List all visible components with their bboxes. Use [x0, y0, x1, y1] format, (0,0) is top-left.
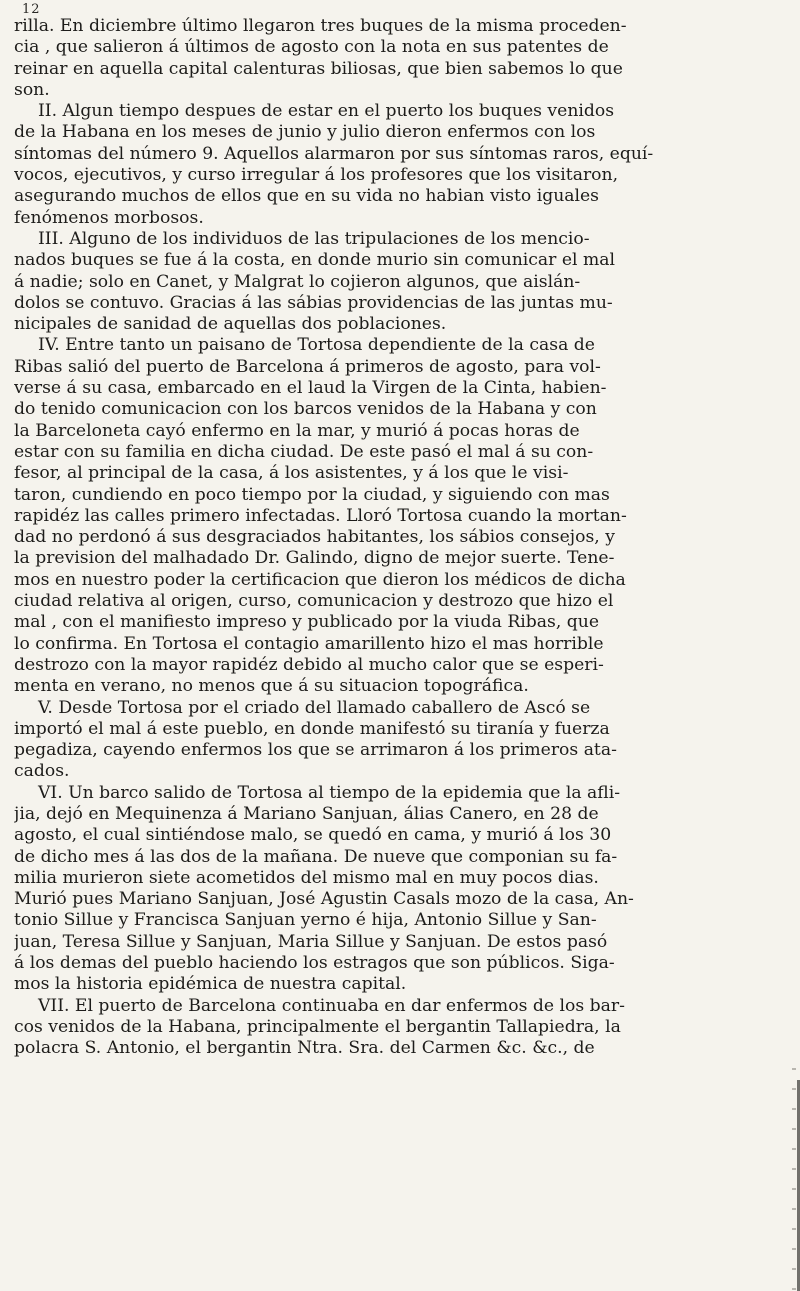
text-line: lo confirma. En Tortosa el contagio amarillento hizo el mas horrible: [14, 633, 604, 654]
text-line: la prevision del malhadado Dr. Galindo, digno de mejor suerte. Tene-: [14, 548, 615, 569]
text-line: III. Alguno de los individuos de las tripulaciones de los mencio-: [38, 228, 590, 249]
text-line: jia, dejó en Mequinenza á Mariano Sanjuan, álias Canero, en 28 de: [14, 803, 599, 824]
text-line: cos venidos de la Habana, principalmente el bergantin Tallapiedra, la: [14, 1016, 621, 1037]
text-line: rilla. En diciembre último llegaron tres buques de la misma proceden-: [14, 16, 627, 36]
text-line: de dicho mes á las dos de la mañana. De nueve que componian su fa-: [14, 846, 618, 867]
text-line: pegadiza, cayendo enfermos los que se arrimaron á los primeros ata-: [14, 740, 617, 761]
text-line: menta en verano, no menos que á su situacion topográfica.: [14, 676, 529, 697]
text-line: nados buques se fue á la costa, en donde murio sin comunicar el mal: [14, 250, 616, 271]
text-line: mos en nuestro poder la certificacion que dieron los médicos de dicha: [14, 569, 626, 590]
body-text: [14, 16, 800, 1060]
text-line: taron, cundiendo en poco tiempo por la ciudad, y siguiendo con mas: [14, 484, 610, 505]
text-line: dad no perdonó á sus desgraciados habitantes, los sábios consejos, y: [14, 527, 615, 548]
text-line: milia murieron siete acometidos del mismo mal en muy pocos dias.: [14, 867, 599, 888]
text-line: nicipales de sanidad de aquellas dos poblaciones.: [14, 314, 447, 335]
text-line: polacra S. Antonio, el bergantin Ntra. Sra. del Carmen &c. &c., de: [14, 1038, 595, 1059]
text-line: Ribas salió del puerto de Barcelona á primeros de agosto, para vol-: [14, 356, 601, 377]
text-line: á nadie; solo en Canet, y Malgrat lo cojieron algunos, que aislán-: [14, 271, 581, 292]
text-line: mos la historia epidémica de nuestra capital.: [14, 974, 407, 995]
text-line: á los demas del pueblo haciendo los estragos que son públicos. Siga-: [14, 953, 615, 974]
text-line: importó el mal á este pueblo, en donde manifestó su tiranía y fuerza: [14, 718, 610, 739]
text-line: vocos, ejecutivos, y curso irregular á los profesores que los visitaron,: [14, 165, 619, 186]
text-line: dolos se contuvo. Gracias á las sábias providencias de las juntas mu-: [14, 292, 613, 313]
text-line: asegurando muchos de ellos que en su vida no habian visto iguales: [14, 186, 599, 207]
text-line: destrozo con la mayor rapidéz debido al mucho calor que se esperi-: [14, 654, 604, 675]
page-edge-shadow: [792, 1050, 796, 1290]
text-line: rapidéz las calles primero infectadas. Lloró Tortosa cuando la mortan-: [14, 505, 627, 526]
text-line: estar con su familia en dicha ciudad. De este pasó el mal á su con-: [14, 441, 594, 462]
text-line: fesor, al principal de la casa, á los asistentes, y á los que le visi-: [14, 463, 569, 484]
text-line: VI. Un barco salido de Tortosa al tiempo de la epidemia que la afli-: [38, 782, 621, 803]
text-line: cia , que salieron á últimos de agosto con la nota en sus patentes de: [14, 37, 609, 58]
text-line: IV. Entre tanto un paisano de Tortosa dependiente de la casa de: [38, 335, 595, 356]
text-line: la Barceloneta cayó enfermo en la mar, y murió á pocas horas de: [14, 420, 580, 441]
text-line: mal , con el manifiesto impreso y publicado por la viuda Ribas, que: [14, 612, 600, 633]
text-line: ciudad relativa al origen, curso, comunicacion y destrozo que hizo el: [14, 591, 614, 612]
text-line: Murió pues Mariano Sanjuan, José Agustin Casals mozo de la casa, An-: [14, 889, 634, 910]
text-line: juan, Teresa Sillue y Sanjuan, Maria Sillue y Sanjuan. De estos pasó: [14, 931, 608, 952]
text-line: síntomas del número 9. Aquellos alarmaron por sus síntomas raros, equí-: [14, 143, 654, 164]
text-line: reinar en aquella capital calenturas biliosas, que bien sabemos lo que: [14, 58, 623, 79]
text-line: cados.: [14, 761, 70, 782]
text-line: tonio Sillue y Francisca Sanjuan yerno é hija, Antonio Sillue y San-: [14, 910, 597, 931]
page-number: 12: [22, 2, 41, 17]
text-line: agosto, el cual sintiéndose malo, se quedó en cama, y murió á los 30: [14, 825, 612, 846]
text-line: VII. El puerto de Barcelona continuaba en dar enfermos de los bar-: [38, 995, 625, 1016]
text-line: son.: [14, 79, 50, 100]
text-line: II. Algun tiempo despues de estar en el puerto los buques venidos: [38, 101, 615, 122]
text-line: do tenido comunicacion con los barcos venidos de la Habana y con: [14, 399, 597, 420]
text-line: de la Habana en los meses de junio y julio dieron enfermos con los: [14, 122, 596, 143]
text-line: verse á su casa, embarcado en el laud la Virgen de la Cinta, habien-: [14, 378, 607, 399]
text-line: fenómenos morbosos.: [14, 207, 204, 228]
text-line: V. Desde Tortosa por el criado del llamado caballero de Ascó se: [38, 697, 591, 718]
